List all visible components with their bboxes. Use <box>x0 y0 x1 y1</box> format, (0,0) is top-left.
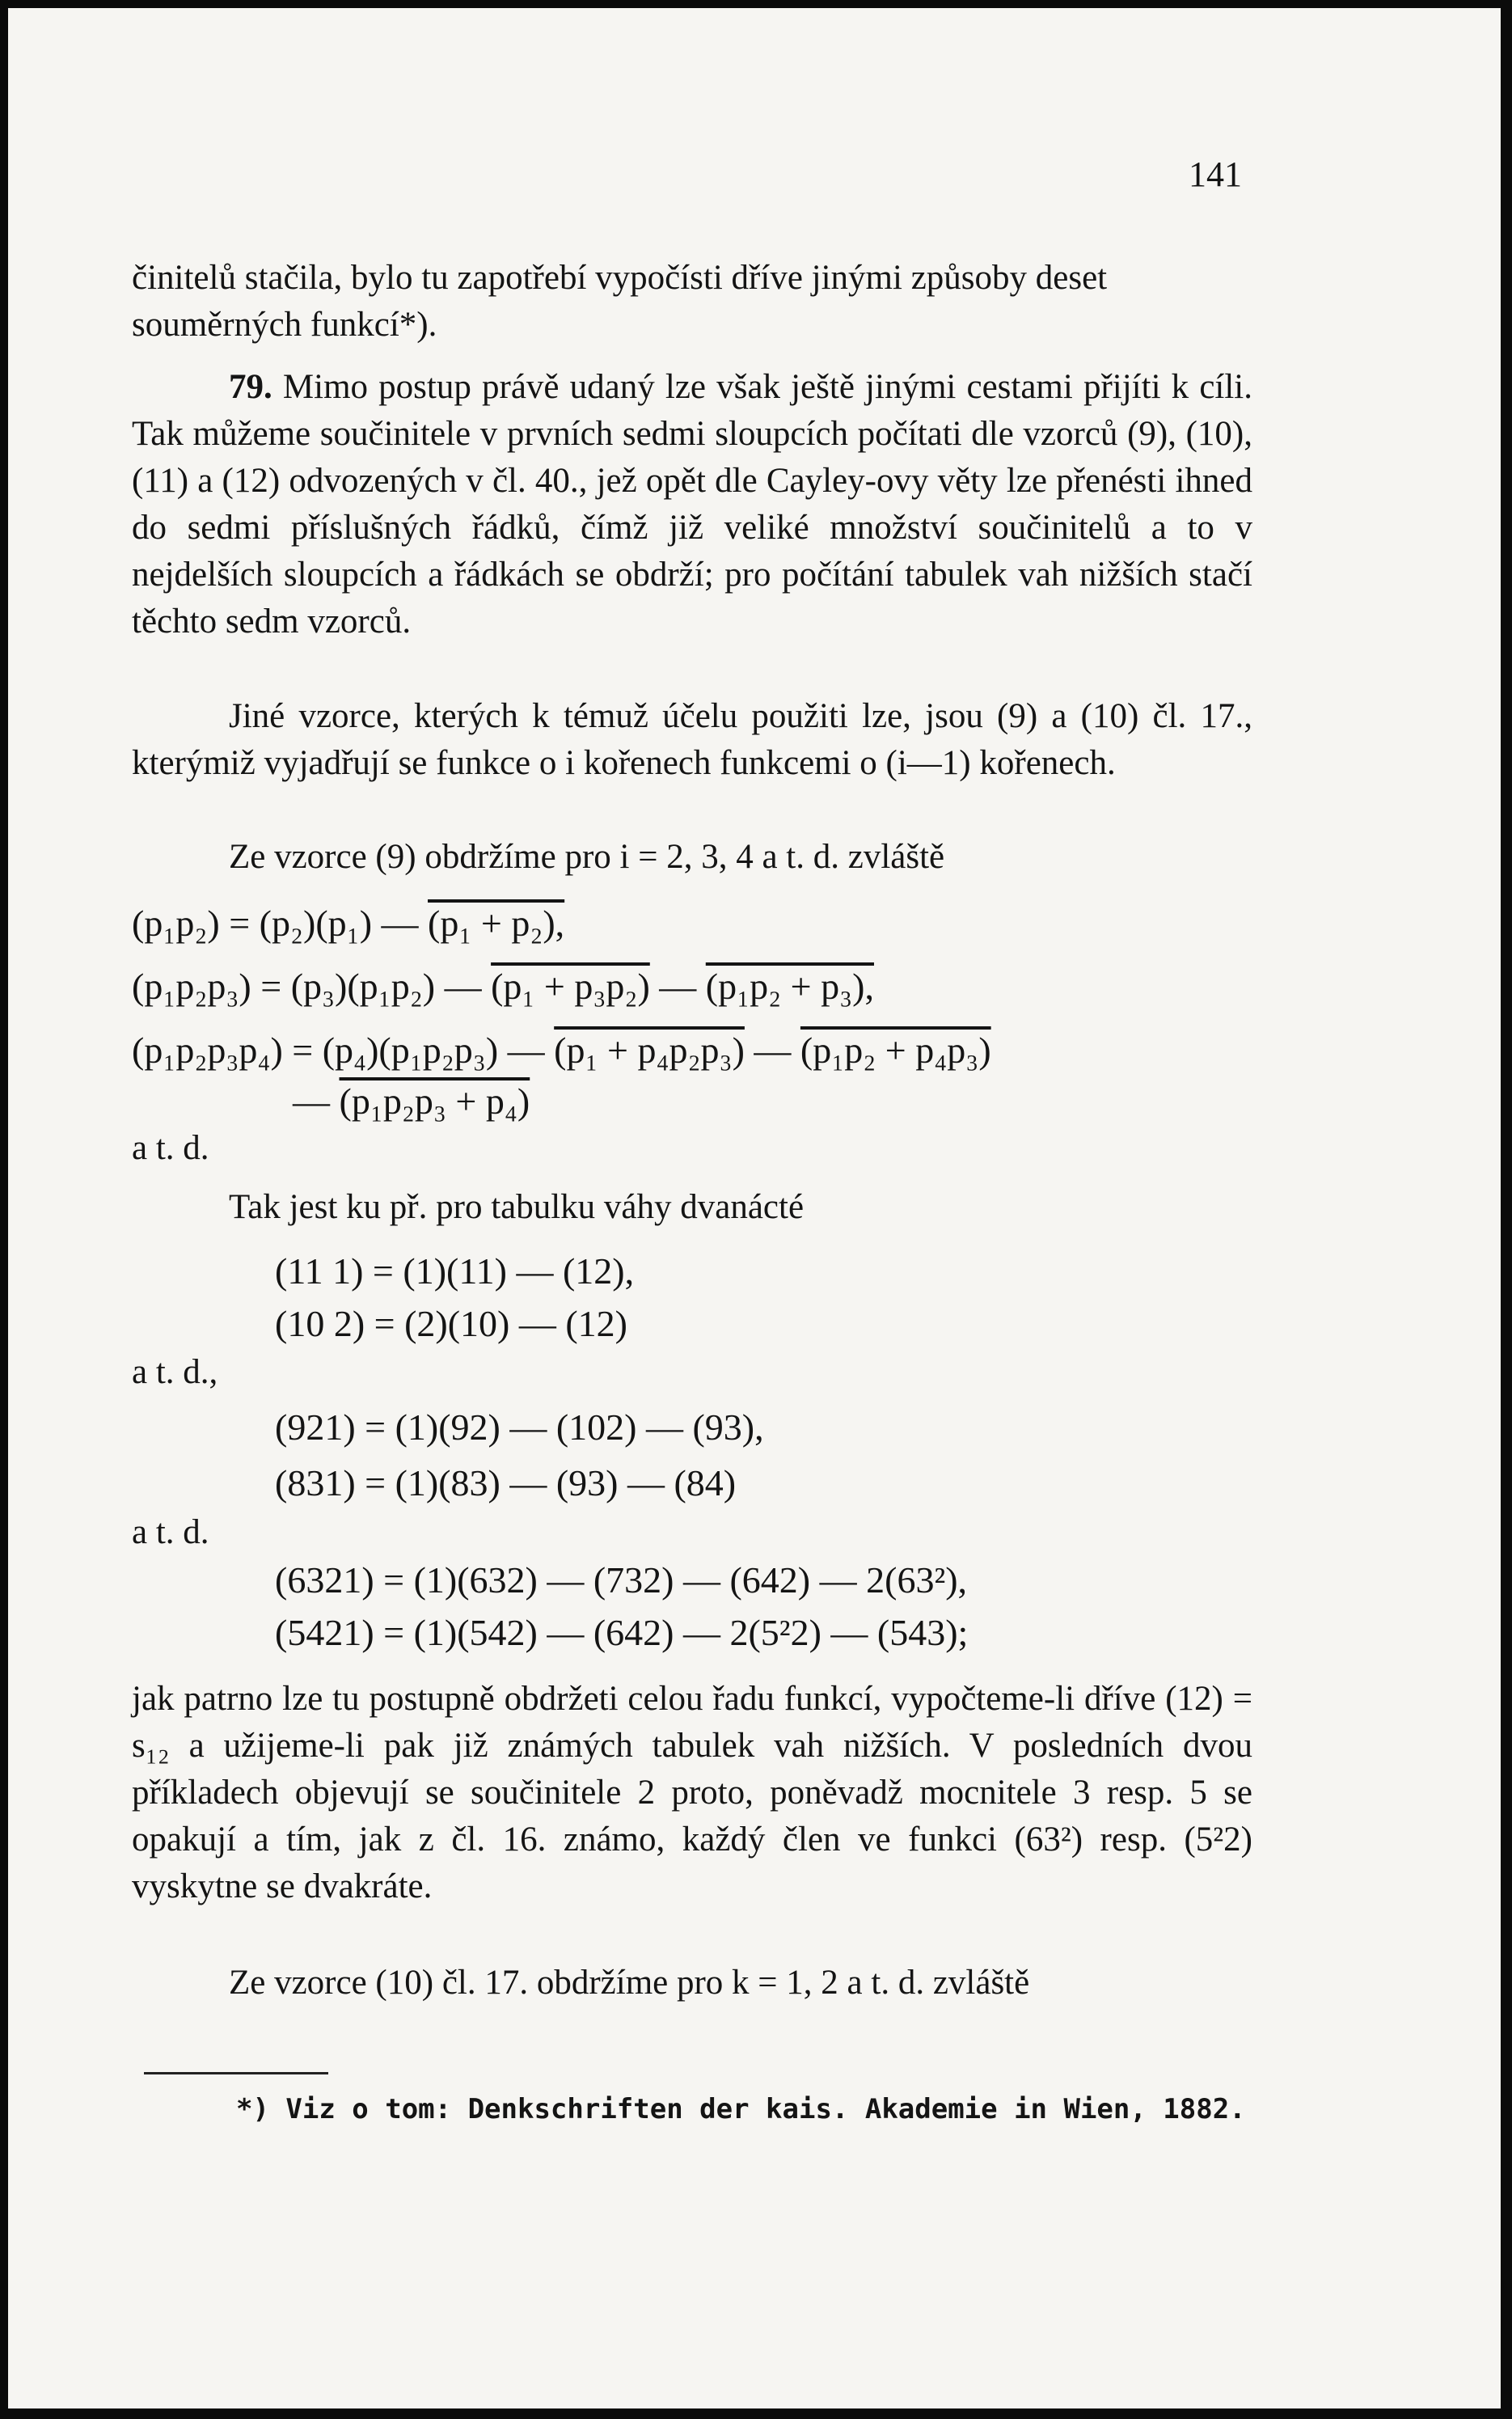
paragraph-7: Ze vzorce (10) čl. 17. obdržíme pro k = 1, 2 a t. d. zvláště <box>229 1964 1030 2002</box>
equation-2 <box>132 965 874 1008</box>
eq3-overlined-1: (p₁ + p₄p₂p₃) <box>554 1030 745 1071</box>
example-4: (831) = (1)(83) — (93) — (84) <box>275 1462 737 1503</box>
equation-3 <box>132 1029 991 1072</box>
paragraph-5-block <box>132 1184 1252 1231</box>
example-3: (921) = (1)(92) — (102) — (93), <box>275 1406 764 1448</box>
paragraph-2 <box>132 364 1252 645</box>
atd-2: a t. d., <box>132 1353 218 1391</box>
eq1-rhs: = (p₂)(p₁) — <box>229 903 429 944</box>
atd-1: a t. d. <box>132 1129 209 1167</box>
paragraph-3: Jiné vzorce, kterých k témuž účelu použiti lze, jsou (9) a (10) čl. 17., kterýmiž vyjadřují se funkce o i kořenech funkcemi o (i—1) kořenech. <box>132 697 1252 782</box>
paragraph-6: jak patrno lze tu postupně obdržeti celou řadu funkcí, vypočteme-li dříve (12) = s₁₂ a užijeme-li pak již známých tabulek vah nižších. V posledních dvou příkladech objevují se součinitele 2 proto, poněvadž mocnitele 3 resp. 5 se opakují a tím, jak z čl. 16. známo, každý člen ve funkci (63²) resp. (5²2) vyskytne se dvakráte. <box>132 1680 1252 1905</box>
footnote-rule <box>144 2072 328 2074</box>
paragraph-7-block <box>132 1960 1252 2007</box>
eq3-mid: — <box>744 1030 800 1071</box>
example-2: (10 2) = (2)(10) — (12) <box>275 1303 627 1344</box>
eq2-lhs: (p₁p₂p₃) <box>132 966 251 1007</box>
paragraph-4: Ze vzorce (9) obdržíme pro i = 2, 3, 4 a t. d. zvláště <box>229 838 945 876</box>
eq2-overlined-2: (p₁p₂ + p₃), <box>705 966 874 1007</box>
atd-3: a t. d. <box>132 1513 209 1551</box>
eq3-lhs: (p₁p₂p₃p₄) <box>132 1030 283 1071</box>
eq3-overlined-2: (p₁p₂ + p₄p₃) <box>800 1030 991 1071</box>
footnote: *) Viz o tom: Denkschriften der kais. Akademie in Wien, 1882. <box>236 2093 1246 2125</box>
eq3-rhs: = (p₄)(p₁p₂p₃) — <box>292 1030 555 1071</box>
paragraph-3-block <box>132 693 1252 787</box>
eq2-overlined-1: (p₁ + p₃p₂) <box>491 966 650 1007</box>
section-number: 79. <box>229 368 272 406</box>
equation-1 <box>132 902 564 945</box>
example-1: (11 1) = (1)(11) — (12), <box>275 1250 635 1292</box>
example-6: (5421) = (1)(542) — (642) — 2(5²2) — (543); <box>275 1612 969 1653</box>
eq1-overlined: (p₁ + p₂), <box>428 903 565 944</box>
paragraph-1: činitelů stačila, bylo tu zapotřebí vypočísti dříve jinými způsoby deset souměrných funkcí*). <box>132 259 1108 344</box>
eq2-mid: — <box>649 966 706 1007</box>
paragraph-2-text: Mimo postup právě udaný lze však ještě jinými cestami přijíti k cíli. Tak můžeme součinitele v prvních sedmi sloupcích počítati dle vzorců (9), (10), (11) a (12) odvozených v čl. 40., jež opět dle Cayley-ovy věty lze přenésti ihned do sedmi příslušných řádků, čímž již veliké množství součinitelů a to v nejdelších sloupcích a řádkách se obdrží; pro počítání tabulek vah nižších stačí těchto sedm vzorců. <box>132 368 1252 641</box>
page-number: 141 <box>1189 154 1242 194</box>
paragraph-continuation <box>132 255 1252 349</box>
eq1-lhs: (p₁p₂) <box>132 903 220 944</box>
paragraph-6-block <box>132 1676 1252 1910</box>
equation-3-continuation <box>293 1080 530 1123</box>
example-5: (6321) = (1)(632) — (732) — (642) — 2(63²), <box>275 1559 968 1601</box>
eq3b-pre: — <box>293 1081 340 1122</box>
eq3b-overlined: (p₁p₂p₃ + p₄) <box>339 1081 530 1122</box>
eq2-rhs: = (p₃)(p₁p₂) — <box>260 966 492 1007</box>
section-79 <box>132 364 1252 645</box>
paragraph-4-block <box>132 834 1252 881</box>
book-page <box>8 8 1501 2408</box>
paragraph-5: Tak jest ku př. pro tabulku váhy dvanácté <box>229 1188 805 1226</box>
